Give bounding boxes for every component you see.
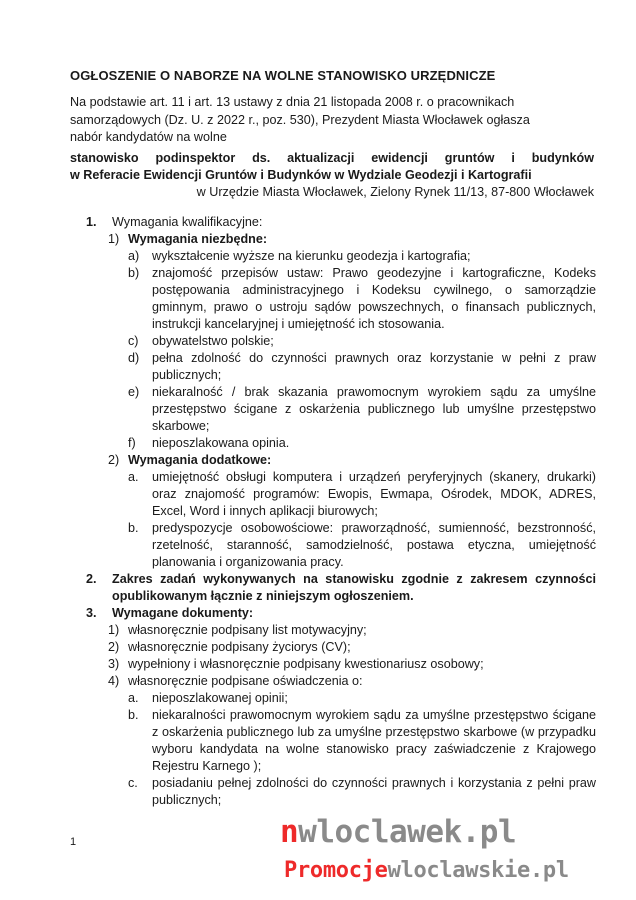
item-marker: b.	[128, 708, 139, 722]
document-item	[86, 673, 596, 690]
item-marker: a.	[128, 470, 139, 484]
item-marker: a.	[128, 691, 139, 705]
item-text: pełna zdolność do czynności prawnych oraz korzystanie w pełni z praw publicznych;	[152, 351, 596, 382]
subsection-label: Wymagania dodatkowe:	[128, 453, 272, 467]
requirements-list	[86, 214, 596, 809]
item-marker: 4)	[108, 674, 120, 688]
item-text: nieposzlakowana opinia.	[152, 436, 290, 450]
statement-item	[86, 690, 596, 707]
section-number: 1.	[86, 215, 97, 229]
section-label: Wymagane dokumenty:	[112, 606, 254, 620]
document-item	[86, 639, 596, 656]
intro-line: samorządowych (Dz. U. z 2022 r., poz. 530), Prezydent Miasta Włocławek ogłasza	[70, 112, 530, 127]
item-text: znajomość przepisów ustaw: Prawo geodezyjne i kartograficzne, Kodeks postępowania administracyjnego i Kodeksu cywilnego, o samorządzie gminnym, prawo o ustroju sądów powszechnych, o finansach publicznych, instrukcji kancelaryjnej i umiejętność ich stosowania.	[152, 266, 596, 331]
list-item	[86, 469, 596, 520]
list-item	[86, 435, 596, 452]
item-text: wypełniony i własnoręcznie podpisany kwestionariusz osobowy;	[128, 657, 484, 671]
section-label: Zakres zadań wykonywanych na stanowisku zgodnie z zakresem czynności opublikowanym łącznie z niniejszym ogłoszeniem.	[112, 572, 596, 603]
item-marker: a)	[128, 249, 140, 263]
list-item	[86, 333, 596, 350]
section-1	[86, 214, 596, 231]
intro-paragraph	[70, 94, 594, 147]
position-heading	[70, 150, 594, 201]
item-marker: b.	[128, 521, 139, 535]
subsection-required	[86, 231, 596, 248]
item-marker: f)	[128, 436, 136, 450]
list-item	[86, 265, 596, 333]
intro-line: nabór kandydatów na wolne	[70, 130, 227, 144]
section-number: 3.	[86, 606, 97, 620]
item-text: nieposzlakowanej opinii;	[152, 691, 288, 705]
item-text: predyspozycje osobowościowe: praworządność, sumienność, bezstronność, rzetelność, staranność, samodzielność, postawa etyczna, umiejętność planowania i organizowania pracy.	[152, 521, 596, 569]
watermark-promocjewloclawskie	[284, 858, 569, 883]
item-marker: 2)	[108, 640, 120, 654]
item-text: posiadaniu pełnej zdolności do czynności prawnych i korzystania z pełni praw publicznych;	[152, 776, 596, 807]
item-marker: b)	[128, 266, 140, 280]
item-marker: d)	[128, 351, 140, 365]
item-text: własnoręcznie podpisany życiorys (CV);	[128, 640, 351, 654]
item-marker: e)	[128, 385, 140, 399]
item-marker: c.	[128, 776, 138, 790]
watermark-part: Promocje	[284, 858, 388, 883]
subsection-additional	[86, 452, 596, 469]
section-3	[86, 605, 596, 622]
list-item	[86, 248, 596, 265]
watermark-part: wloclawek.pl	[298, 814, 517, 850]
intro-line: Na podstawie art. 11 i art. 13 ustawy z dnia 21 listopada 2008 r. o pracownikach	[70, 95, 515, 109]
list-item	[86, 384, 596, 435]
subsection-number: 1)	[108, 232, 120, 246]
document-title: OGŁOSZENIE O NABORZE NA WOLNE STANOWISKO URZĘDNICZE	[70, 68, 496, 83]
statement-item	[86, 775, 596, 809]
position-line: w Referacie Ewidencji Gruntów i Budynków w Wydziale Geodezji i Kartografii	[70, 168, 532, 182]
section-2	[86, 571, 596, 605]
page-number: 1	[70, 836, 77, 848]
position-line: stanowisko podinspektor ds. aktualizacji ewidencji gruntów i budynków	[70, 151, 594, 165]
section-label: Wymagania kwalifikacyjne:	[112, 215, 263, 229]
watermark-part: n	[280, 814, 299, 850]
section-number: 2.	[86, 572, 97, 586]
document-item	[86, 656, 596, 673]
item-marker: c)	[128, 334, 139, 348]
position-address-line: w Urzędzie Miasta Włocławek, Zielony Rynek 11/13, 87-800 Włocławek	[196, 185, 594, 199]
watermark-part: wloclawskie.pl	[387, 858, 569, 883]
subsection-label: Wymagania niezbędne:	[128, 232, 268, 246]
item-text: niekaralności prawomocnym wyrokiem sądu za umyślne przestępstwo ścigane z oskarżenia publicznego lub za umyślne przestępstwo skarbowe (w przypadku wyboru kandydata na wolne stanowisko pracy zaświadczenie z Krajowego Rejestru Karnego );	[152, 708, 596, 773]
list-item	[86, 350, 596, 384]
item-text: własnoręcznie podpisany list motywacyjny;	[128, 623, 367, 637]
item-text: wykształcenie wyższe na kierunku geodezja i kartografia;	[152, 249, 471, 263]
item-marker: 1)	[108, 623, 120, 637]
subsection-number: 2)	[108, 453, 120, 467]
item-text: własnoręcznie podpisane oświadczenia o:	[128, 674, 363, 688]
item-marker: 3)	[108, 657, 120, 671]
item-text: niekaralność / brak skazania prawomocnym wyrokiem sądu za umyślne przestępstwo ścigane z oskarżenia publicznego lub umyślne przestępstwo skarbowe;	[152, 385, 596, 433]
item-text: umiejętność obsługi komputera i urządzeń peryferyjnych (skanery, drukarki) oraz znajomość programów: Ewopis, Ewmapa, Ośrodek, MDOK, ADRES, Excel, Word i innych aplikacji biurowych;	[152, 470, 596, 518]
list-item	[86, 520, 596, 571]
document-item	[86, 622, 596, 639]
item-text: obywatelstwo polskie;	[152, 334, 274, 348]
watermark-nwloclawek	[280, 814, 516, 850]
statement-item	[86, 707, 596, 775]
